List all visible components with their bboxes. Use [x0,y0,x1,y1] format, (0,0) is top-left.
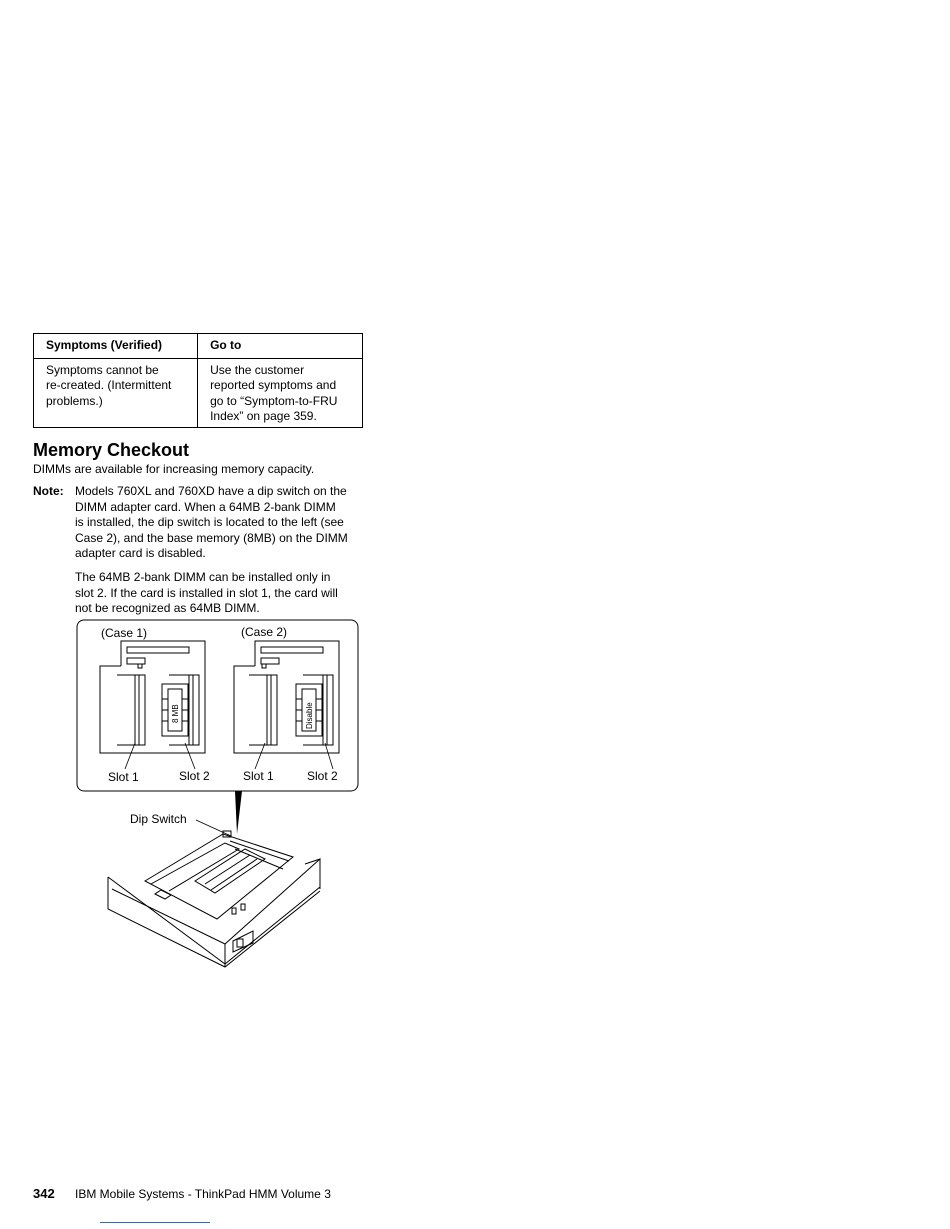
dip-switch-leader [196,820,231,836]
case2-slot2-label: Slot 2 [307,769,338,783]
footer-title: IBM Mobile Systems - ThinkPad HMM Volume 3 [75,1187,331,1201]
note-paragraph-1: Models 760XL and 760XD have a dip switch on the DIMM adapter card. When a 64MB 2-bank DIMM is installed, the dip switch is located to the left (see Case 2), and the base memory (8MB) on the DIMM adapter card is disabled. [75,484,348,561]
case1-slot1-label: Slot 1 [108,770,139,784]
note-label: Note: [33,484,64,498]
slot-leaders [125,743,333,769]
table-header-row [34,334,363,359]
symptoms-table [33,333,363,428]
goto-cell: Use the customer reported symptoms and go to “Symptom-to-FRU Index” on page 359. [198,358,363,427]
section-title: Memory Checkout [33,440,190,460]
case2-slot1-label: Slot 1 [243,769,274,783]
footer-rule [100,1222,210,1223]
table-row [34,358,363,427]
switch-disable-label: Disable [305,702,314,729]
switch-8mb-label: 8 MB [171,704,180,723]
page-number: 342 [33,1186,55,1201]
case1-slot2-label: Slot 2 [179,769,210,783]
laptop-illustration [108,831,320,967]
case1-label: (Case 1) [101,626,148,640]
column-header-goto: Go to [198,334,363,359]
dip-switch-label: Dip Switch [130,812,187,826]
callout-pointer [235,791,242,834]
column-header-symptoms: Symptoms (Verified) [34,334,198,359]
dimm-figure [75,619,365,971]
intro-text: DIMMs are available for increasing memory capacity. [33,462,315,476]
case1-board [100,641,205,753]
symptom-cell: Symptoms cannot be re-created. (Intermittent problems.) [34,358,198,427]
case2-board [234,641,339,753]
case2-label: (Case 2) [241,625,288,639]
note-paragraph-2: The 64MB 2-bank DIMM can be installed only in slot 2. If the card is installed in slot 1, the card will not be recognized as 64MB DIMM. [75,570,338,616]
